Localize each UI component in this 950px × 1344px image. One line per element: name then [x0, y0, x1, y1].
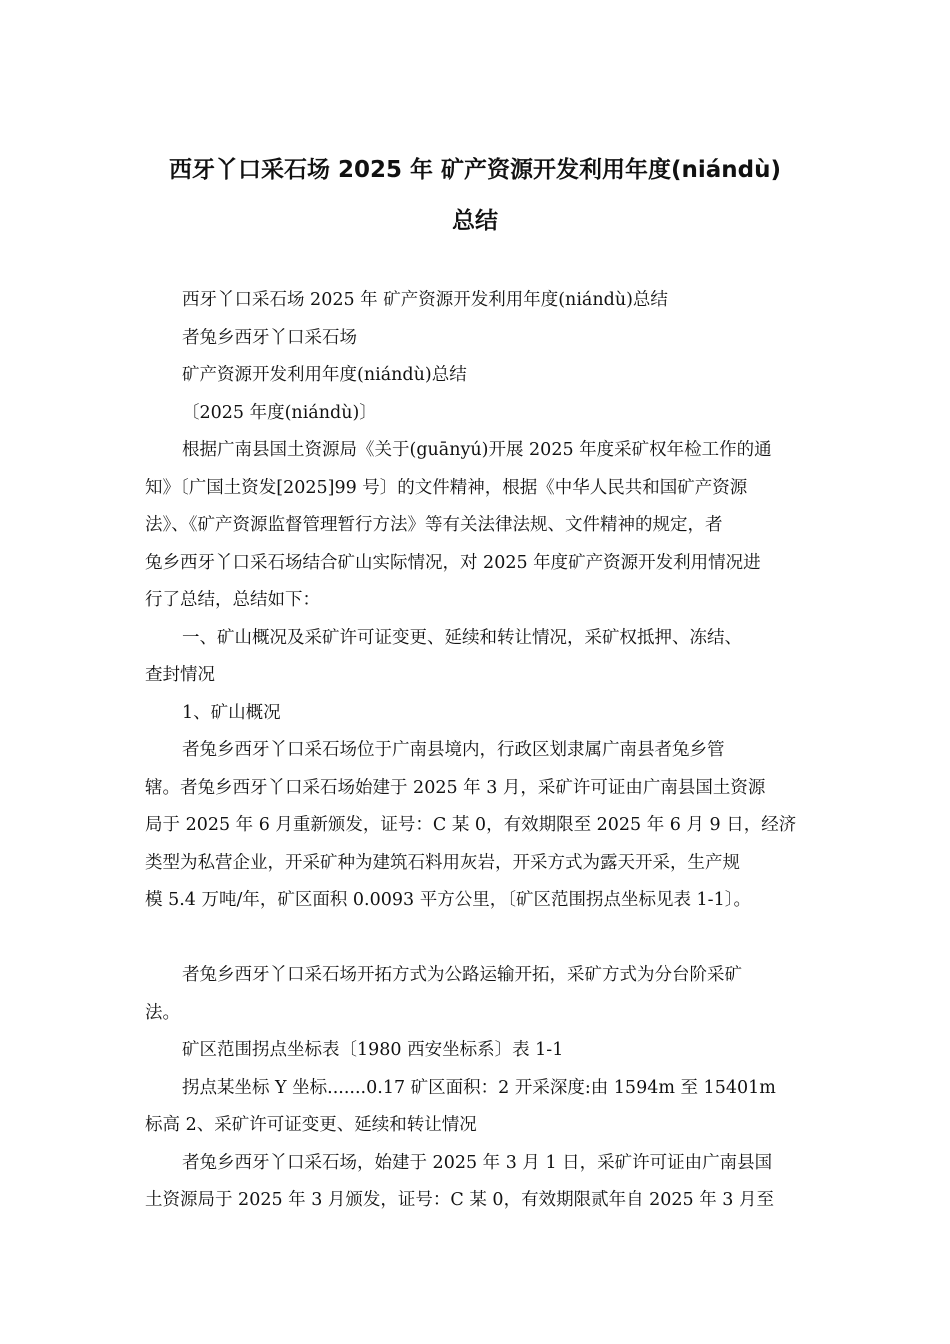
subsection-heading: 1、矿山概况 [182, 702, 281, 723]
paragraph-line: 局于 2025 年 6 月重新颁发，证号：C 某 0，有效期限至 2025 年 6 月 9 日，经济 [145, 815, 797, 835]
document-body [145, 282, 810, 1220]
paragraph-line: 者兔乡西牙丫口采石场 [182, 327, 357, 348]
paragraph-line: 者兔乡西牙丫口采石场位于广南县境内，行政区划隶属广南县者兔乡管 [182, 740, 725, 760]
section-heading-line: 一、矿山概况及采矿许可证变更、延续和转让情况，采矿权抵押、冻结、 [182, 627, 742, 648]
paragraph-line: 根据广南县国土资源局《关于(guānyú)开展 2025 年度采矿权年检工作的通 [182, 440, 772, 460]
blank-line [145, 920, 810, 958]
document-title-line-2: 总结 [452, 208, 498, 234]
paragraph-line: 者兔乡西牙丫口采石场开拓方式为公路运输开拓，采矿方式为分台阶采矿 [182, 965, 742, 985]
paragraph-line: 行了总结，总结如下： [145, 590, 320, 610]
paragraph-line: 兔乡西牙丫口采石场结合矿山实际情况，对 2025 年度矿产资源开发利用情况进 [145, 552, 761, 573]
paragraph-line: 者兔乡西牙丫口采石场，始建于 2025 年 3 月 1 日，采矿许可证由广南县国 [182, 1152, 773, 1173]
section-heading-line: 查封情况 [145, 665, 215, 685]
paragraph-line: 知》〔广国土资发[2025]99 号〕的文件精神，根据《中华人民共和国矿产资源 [145, 477, 748, 498]
paragraph-line: 西牙丫口采石场 2025 年 矿产资源开发利用年度(niándù)总结 [182, 290, 668, 310]
paragraph-line: 标高 2、采矿许可证变更、延续和转让情况 [145, 1115, 477, 1135]
table-caption: 矿区范围拐点坐标表〔1980 西安坐标系〕表 1-1 [182, 1040, 564, 1060]
paragraph-line: 矿产资源开发利用年度(niándù)总结 [182, 365, 467, 385]
paragraph-line: 模 5.4 万吨/年，矿区面积 0.0093 平方公里，〔矿区范围拐点坐标见表 1-1〕。 [145, 890, 751, 910]
paragraph-line: 类型为私营企业，开采矿种为建筑石料用灰岩，开采方式为露天开采，生产规 [145, 852, 740, 873]
document-title-line-1: 西牙丫口采石场 2025 年 矿产资源开发利用年度(niándù) [168, 157, 782, 183]
paragraph-line: 法》、《矿产资源监督管理暂行方法》等有关法律法规、文件精神的规定，者 [145, 515, 723, 535]
paragraph-line: 法。 [145, 1002, 180, 1023]
paragraph-line: 拐点某坐标 Y 坐标.......0.17 矿区面积：2 开采深度:由 1594m 至 15401m [182, 1077, 776, 1098]
paragraph-line: 辖。者兔乡西牙丫口采石场始建于 2025 年 3 月，采矿许可证由广南县国土资源 [145, 777, 766, 798]
paragraph-line: 土资源局于 2025 年 3 月颁发，证号：C 某 0，有效期限贰年自 2025 年 3 月至 [145, 1190, 774, 1210]
paragraph-line: 〔2025 年度(niándù)〕 [182, 402, 377, 423]
